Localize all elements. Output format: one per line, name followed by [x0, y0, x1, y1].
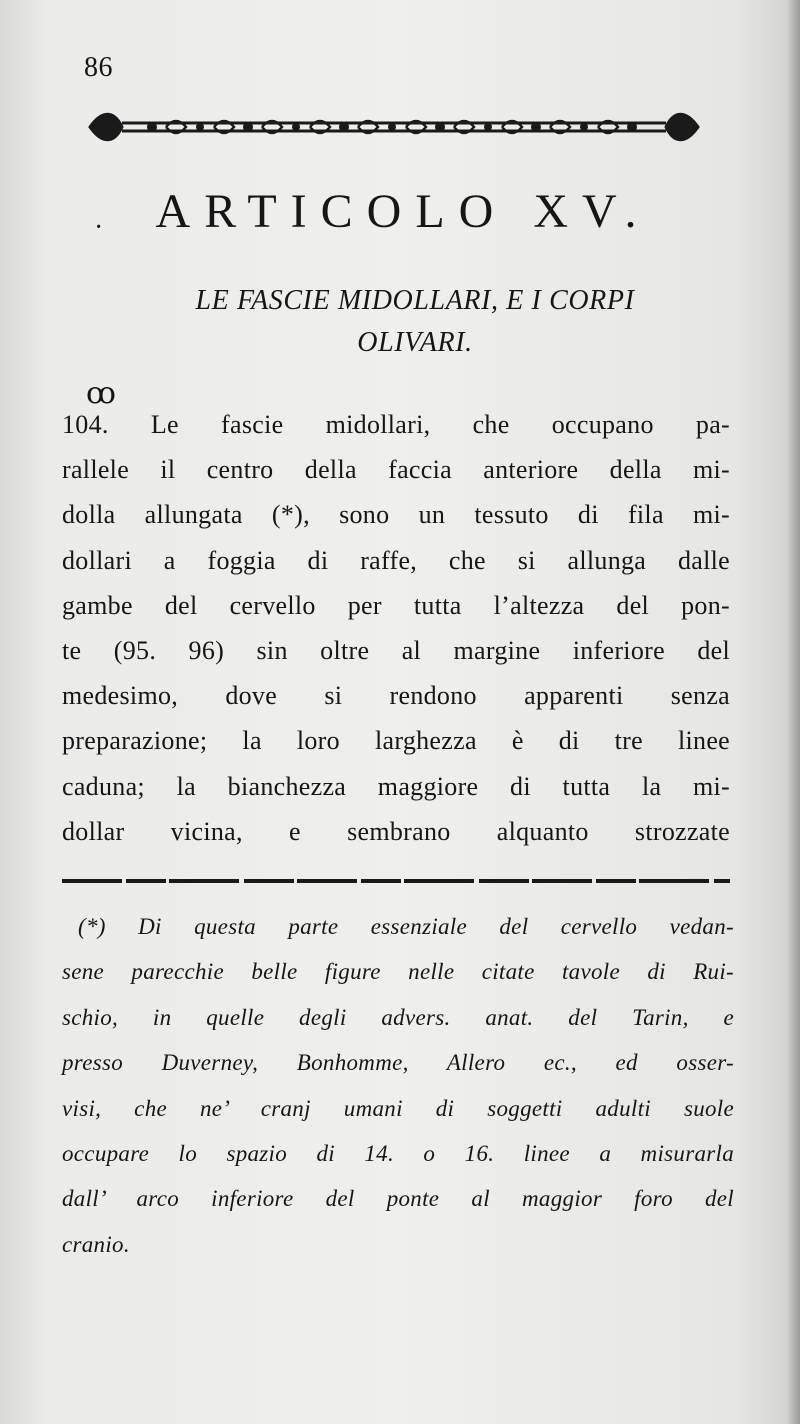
footnote-line: occupare lo spazio di 14. o 16. linee a misurarla [62, 1140, 734, 1166]
title-bullet: · [94, 212, 104, 243]
subtitle-line-2: OLIVARI. [357, 327, 473, 358]
dropcap-ornament-icon: ꝏ [86, 377, 116, 410]
footnote-line: schio, in quelle degli advers. anat. del Tarin, e [62, 1004, 734, 1030]
body-line: gambe del cervello per tutta l’altezza del pon- [62, 590, 730, 620]
subtitle-line-1: LE FASCIE MIDOLLARI, E I CORPI [195, 285, 635, 316]
footnote-separator-rule [62, 878, 730, 884]
body-line: medesimo, dove si rendono apparenti senza [62, 681, 730, 711]
footnote-line: sene parecchie belle figure nelle citate tavole di Rui- [62, 959, 734, 985]
body-line: dollari a foggia di raffe, che si allunga dalle [62, 545, 730, 575]
main-paragraph [62, 402, 730, 854]
footnote [62, 904, 734, 1267]
footnote-line: (*) Di questa parte essenziale del cervello vedan- [78, 914, 734, 939]
footnote-line: presso Duverney, Bonhomme, Allero ec., ed osser- [62, 1050, 734, 1076]
body-line: dolla allungata (*), sono un tessuto di fila mi- [62, 500, 730, 530]
page-number: 86 [84, 52, 113, 83]
body-line: 104. Le fascie midollari, che occupano pa- [62, 410, 730, 439]
body-line: rallele il centro della faccia anteriore della mi- [62, 455, 730, 485]
body-line: te (95. 96) sin oltre al margine inferiore del [62, 635, 730, 665]
footnote-line: dall’ arco inferiore del ponte al maggior foro del [62, 1186, 734, 1212]
section-subtitle [90, 280, 740, 364]
article-title: ARTICOLO XV. [155, 185, 651, 238]
ornament-band-icon [82, 104, 706, 150]
body-line: preparazione; la loro larghezza è di tre linee [62, 726, 730, 756]
body-line: caduna; la bianchezza maggiore di tutta la mi- [62, 771, 730, 801]
footnote-line: cranio. [62, 1231, 130, 1257]
body-line: dollar vicina, e sembrano alquanto strozzate [62, 816, 730, 846]
footnote-line: visi, che ne’ cranj umani di soggetti adulti suole [62, 1095, 734, 1121]
